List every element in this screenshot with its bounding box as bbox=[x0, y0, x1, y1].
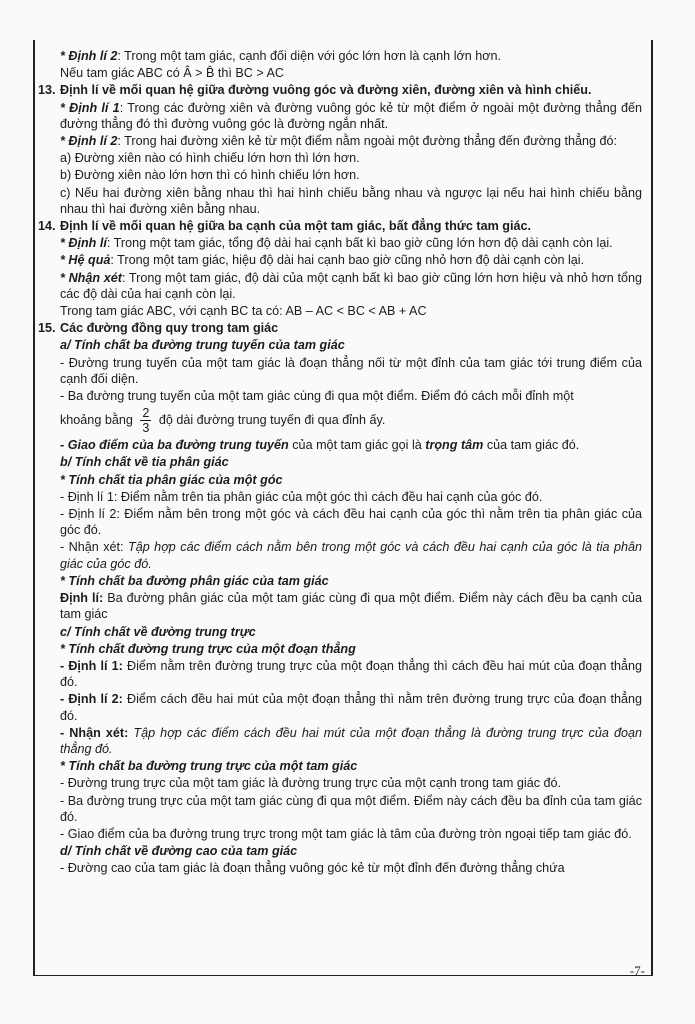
section-15a-title: a/ Tính chất ba đường trung tuyến của tam giác bbox=[60, 338, 345, 353]
section-15a-line-3: khoảng bằng $\frac{2}{3}$ độ dài đường trung tuyến đi qua đỉnh ấy. bbox=[60, 406, 386, 436]
section-14-heading: 14. Định lí về mối quan hệ giữa ba cạnh của một tam giác, bất đẳng thức tam giác. bbox=[38, 219, 531, 234]
section-15c-line-6: - Giao điểm của ba đường trung trực trong một tam giác là tâm của đường tròn ngoại tiếp tam giác đó. bbox=[60, 826, 632, 841]
section-15c-subtitle-1: * Tính chất đường trung trực của một đoạn thẳng bbox=[60, 641, 356, 656]
example-angle-side: Nếu tam giác ABC có Â > B̂ thì BC > AC bbox=[60, 66, 284, 81]
section-14-example: Trong tam giác ABC, với cạnh BC ta có: AB – AC < BC < AB + AC bbox=[60, 304, 427, 319]
section-13-item-a: a) Đường xiên nào có hình chiếu lớn hơn thì lớn hơn. bbox=[60, 151, 360, 166]
section-13-theorem-2: * Định lí 2: Trong hai đường xiên kẻ từ một điểm nằm ngoài một đường thẳng đến đường thẳng đó: bbox=[60, 134, 617, 149]
section-15d-line-1: - Đường cao của tam giác là đoạn thẳng vuông góc kẻ từ một đỉnh đến đường thẳng chứa bbox=[60, 861, 565, 876]
section-13-theorem-1: * Định lí 1: Trong các đường xiên và đường vuông góc kẻ từ một điểm ở ngoài một đường thẳng đến đường thẳng đó thì đường vuông góc là đường ngắn nhất. bbox=[60, 100, 642, 131]
section-15b-theorem: Định lí: Ba đường phân giác của một tam giác cùng đi qua một điểm. Điểm này cách đều ba cạnh của tam giác bbox=[60, 591, 642, 622]
section-15b-line-2: - Định lí 2: Điểm nằm bên trong một góc và cách đều hai cạnh của góc thì nằm trên tia phân giác của góc đó. bbox=[60, 507, 642, 538]
section-15c-line-3: - Nhận xét: Tập hợp các điểm cách đều hai mút của một đoạn thẳng là đường trung trực của đoạn thẳng đó. bbox=[60, 725, 642, 756]
section-14-remark: * Nhận xét: Trong một tam giác, độ dài của một cạnh bất kì bao giờ cũng lớn hơn hiệu và nhỏ hơn tổng các độ dài của hai cạnh còn lại. bbox=[60, 270, 642, 301]
section-13-item-c: c) Nếu hai đường xiên bằng nhau thì hai hình chiếu bằng nhau và ngược lại nếu hai hình chiếu bằng nhau thì hai đường xiên bằng nhau. bbox=[60, 185, 642, 216]
section-15b-title: b/ Tính chất về tia phân giác bbox=[60, 455, 229, 470]
section-15c-line-2: - Định lí 2: Điểm cách đều hai mút của một đoạn thẳng thì nằm trên đường trung trực của đoạn thẳng đó. bbox=[60, 692, 642, 723]
section-15c-subtitle-2: * Tính chất ba đường trung trực của một tam giác bbox=[60, 759, 358, 774]
section-14-corollary: * Hệ quả: Trong một tam giác, hiệu độ dài hai cạnh bao giờ cũng nhỏ hơn độ dài cạnh còn lại. bbox=[60, 253, 585, 268]
section-15-heading: 15. Các đường đồng quy trong tam giác bbox=[38, 321, 279, 336]
section-15c-title: c/ Tính chất về đường trung trực bbox=[60, 624, 256, 639]
section-15c-line-1: - Định lí 1: Điểm nằm trên đường trung trực của một đoạn thẳng thì cách đều hai mút của đoạn thẳng đó. bbox=[60, 658, 642, 690]
section-13-heading: 13. Định lí về mối quan hệ giữa đường vuông góc và đường xiên, đường xiên và hình chiếu. bbox=[38, 83, 592, 98]
section-15a-line-4: - Giao điểm của ba đường trung tuyến của một tam giác gọi là trọng tâm của tam giác đó. bbox=[60, 438, 580, 453]
section-15b-line-1: - Định lí 1: Điểm nằm trên tia phân giác của một góc thì cách đều hai cạnh của góc đó. bbox=[60, 489, 543, 504]
section-15b-subtitle-2: * Tính chất ba đường phân giác của tam giác bbox=[60, 573, 329, 588]
section-15a-line-2: - Ba đường trung tuyến của một tam giác cùng đi qua một điểm. Điểm đó cách mỗi đỉnh một bbox=[60, 389, 574, 404]
section-15d-title: d/ Tính chất về đường cao của tam giác bbox=[60, 844, 298, 859]
section-13-item-b: b) Đường xiên nào lớn hơn thì có hình chiếu lớn hơn. bbox=[60, 168, 360, 183]
page-content bbox=[38, 48, 642, 878]
section-15c-line-4: - Đường trung trực của một tam giác là đường trung trực của một cạnh trong tam giác đó. bbox=[60, 776, 562, 791]
theorem-2-larger-angle: * Định lí 2: Trong một tam giác, cạnh đối diện với góc lớn hơn là cạnh lớn hơn. bbox=[60, 49, 502, 63]
section-15a-line-1: - Đường trung tuyến của một tam giác là đoạn thẳng nối từ một đỉnh của tam giác tới trung điểm của cạnh đối diện. bbox=[60, 355, 642, 386]
section-15b-line-3: - Nhận xét: Tập hợp các điểm cách nằm bên trong một góc và cách đều hai cạnh của góc là tia phân giác của góc đó. bbox=[60, 540, 642, 571]
section-14-theorem: * Định lí: Trong một tam giác, tổng độ dài hai cạnh bất kì bao giờ cũng lớn hơn độ dài cạnh còn lại. bbox=[60, 236, 613, 251]
section-15c-line-5: - Ba đường trung trực của một tam giác cùng đi qua một điểm. Điểm này cách đều ba đỉnh của tam giác đó. bbox=[60, 793, 642, 824]
section-15b-subtitle-1: * Tính chất tia phân giác của một góc bbox=[60, 472, 283, 487]
fraction-two-thirds: $\frac{2}{3}$ bbox=[142, 406, 150, 436]
page-number: -7- bbox=[629, 963, 645, 978]
